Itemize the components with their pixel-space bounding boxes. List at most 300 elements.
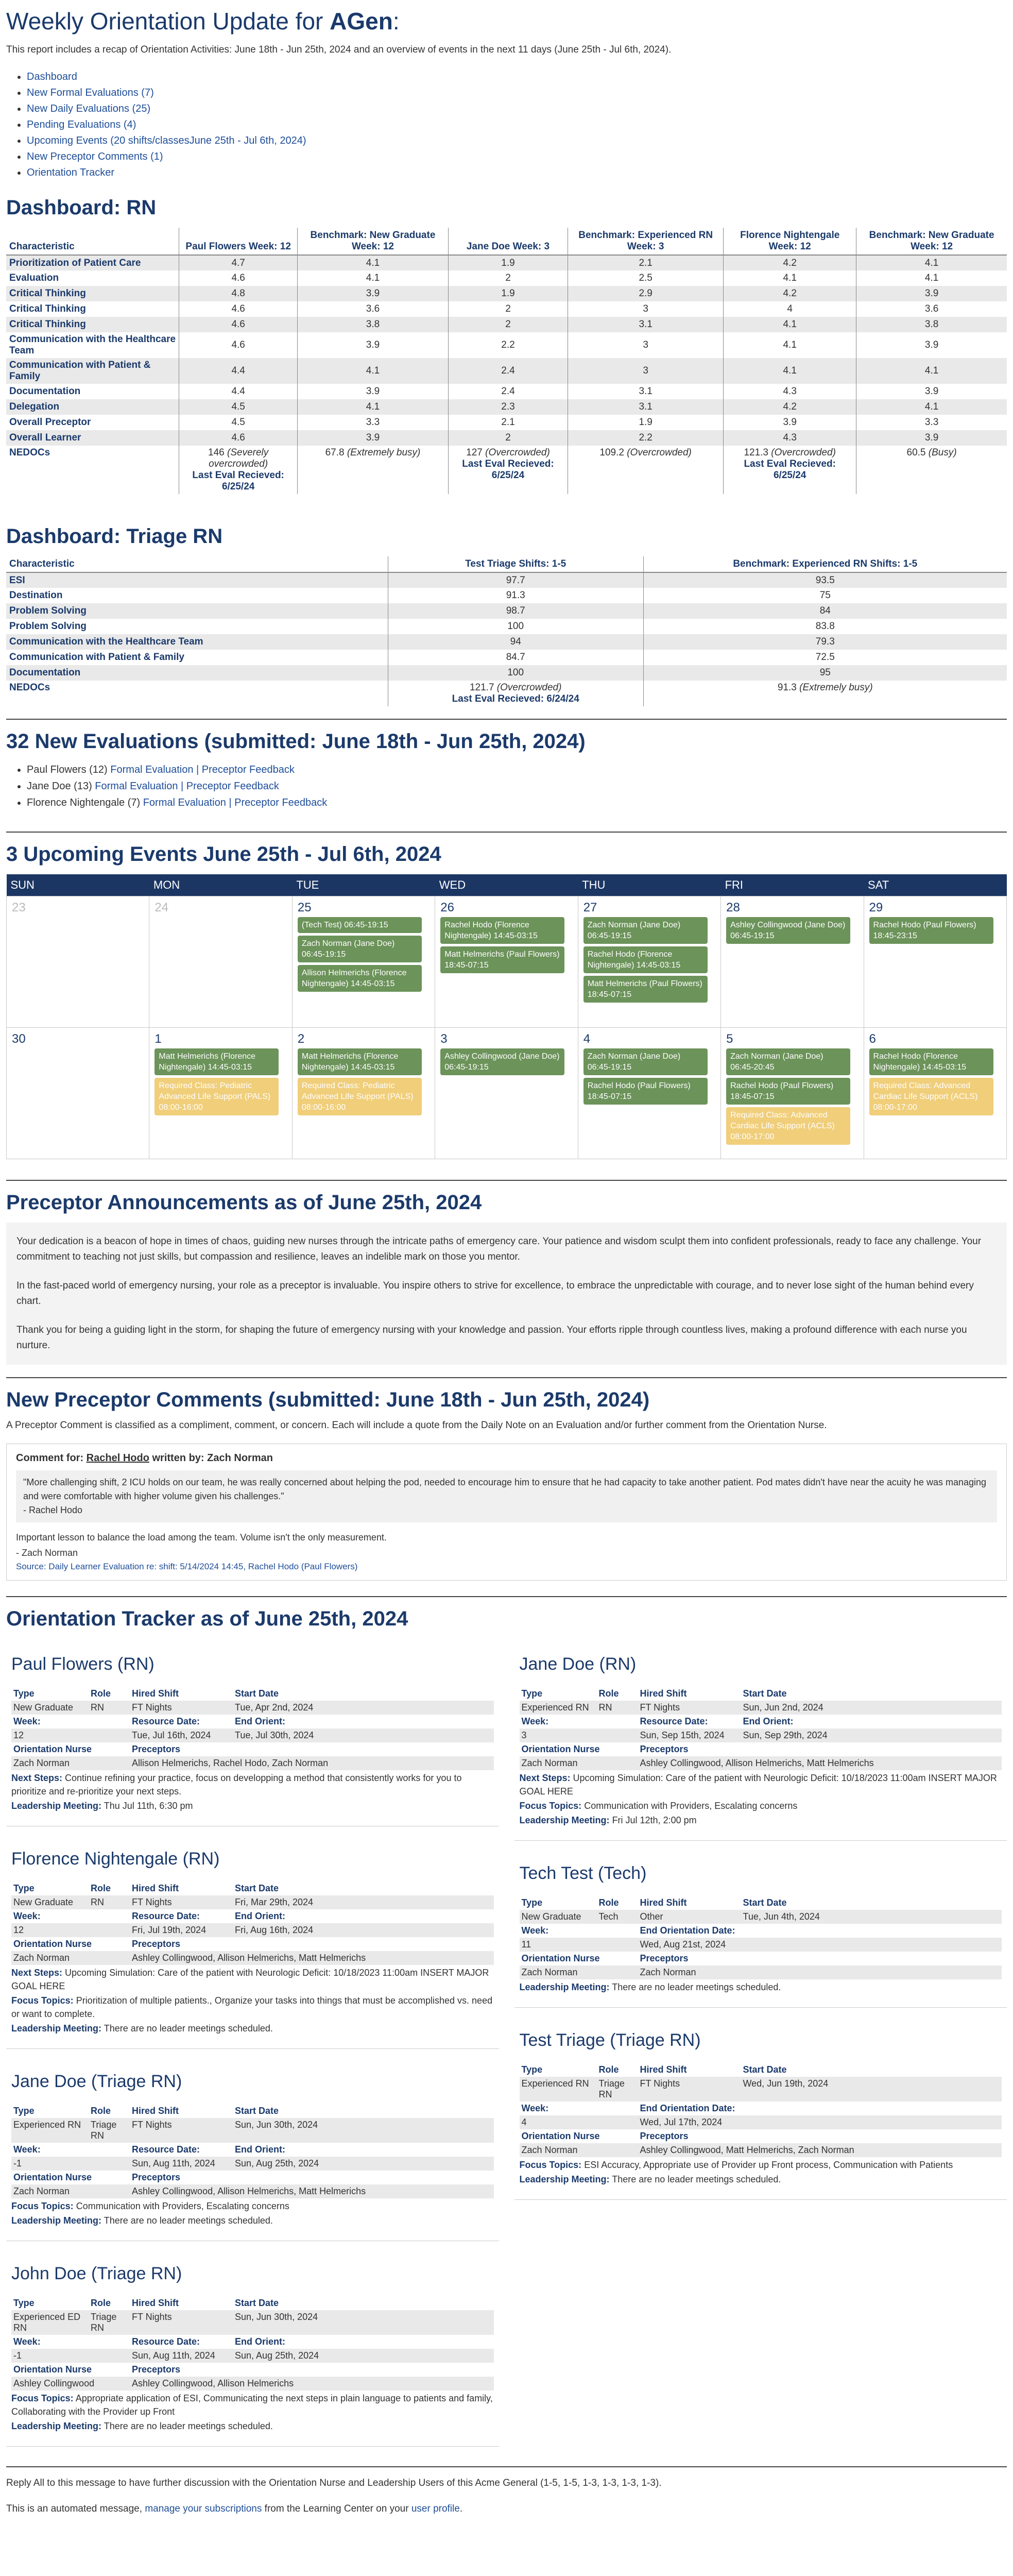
comment-card [6, 1444, 1007, 1581]
note-text: There are no leader meetings scheduled. [101, 2023, 273, 2033]
detail-value: Wed, Jun 19th, 2024 [741, 2077, 1002, 2102]
day-number: 1 [154, 1032, 162, 1046]
row-label: Communication with the Healthcare Team [9, 334, 176, 356]
detail-label: Week: [13, 2144, 41, 2155]
table-cell: 3.1 [568, 317, 724, 332]
detail-label: Role [91, 2106, 111, 2116]
table-row [6, 415, 1007, 430]
detail-value: FT Nights [638, 1701, 741, 1715]
detail-value [89, 2349, 130, 2363]
nedocs-value: 121.3 [744, 447, 768, 458]
toc-link[interactable]: Upcoming Events (20 shifts/classesJune 25th - Jul 6th, 2024) [27, 135, 306, 146]
shift-event[interactable]: Matt Helmerichs (Florence Nightengale) 14:45-03:15 [154, 1048, 279, 1075]
detail-value: Triage RN [597, 2077, 638, 2102]
detail-value: Wed, Aug 21st, 2024 [638, 1938, 741, 1952]
detail-value: RN [89, 1701, 130, 1715]
detail-value: Sun, Sep 29th, 2024 [741, 1728, 1002, 1742]
detail-label: Preceptors [132, 2364, 181, 2375]
table-cell: 4.2 [724, 255, 856, 270]
note-label: Leadership Meeting: [11, 2215, 102, 2226]
shift-event[interactable]: Matt Helmerichs (Paul Flowers) 18:45-07:15 [440, 946, 564, 973]
nedocs-cell [448, 446, 568, 494]
table-cell: 4.3 [724, 384, 856, 399]
table-cell: 2.1 [568, 255, 724, 270]
table-cell: 4.1 [856, 399, 1007, 415]
calendar-day [292, 1028, 435, 1159]
toc-link[interactable]: Pending Evaluations (4) [27, 119, 136, 130]
row-label: Overall Preceptor [9, 417, 91, 428]
shift-event[interactable]: Zach Norman (Jane Doe) 06:45-19:15 [583, 1048, 708, 1075]
shift-event[interactable]: Rachel Hodo (Paul Flowers) 18:45-23:15 [869, 917, 993, 944]
detail-label: Orientation Nurse [521, 1953, 600, 1963]
shift-event[interactable]: Rachel Hodo (Paul Flowers) 18:45-07:15 [583, 1078, 708, 1105]
detail-label: Week: [13, 1911, 41, 1921]
column-header: Benchmark: Experienced RN Shifts: 1-5 [643, 556, 1007, 572]
shift-event[interactable]: Zach Norman (Jane Doe) 06:45-19:15 [583, 917, 708, 944]
row-label: ESI [6, 572, 388, 588]
note-text: There are no leader meetings scheduled. [101, 2215, 273, 2226]
row-label: Evaluation [9, 273, 59, 283]
day-number: 23 [12, 901, 26, 914]
divider [6, 719, 1007, 720]
detail-label: Orientation Nurse [13, 1744, 92, 1754]
detail-value [597, 1938, 638, 1952]
required-class-event[interactable]: Required Class: Pediatric Advanced Life Support (PALS) 08:00-16:00 [298, 1078, 422, 1115]
shift-event[interactable]: Allison Helmerichs (Florence Nightengale) 14:45-03:15 [298, 965, 422, 992]
note-text: Continue refining your practice, focus on developping a method that consistently works for you to prioritize and re-prioritize your next steps. [11, 1773, 462, 1797]
column-header: Benchmark: New Graduate Week: 12 [856, 228, 1007, 255]
toc-link[interactable]: New Preceptor Comments (1) [27, 151, 163, 162]
nedocs-value: 127 [466, 447, 483, 458]
note-text: Appropriate application of ESI, Communicating the next steps in plain language to patients and family, Collaborating with the Provider up Front [11, 2393, 493, 2417]
calendar [6, 874, 1007, 1159]
tracker-left-column [6, 1639, 499, 2454]
table-row [6, 317, 1007, 332]
table-cell: 4.1 [724, 332, 856, 358]
toc-item [27, 101, 1007, 117]
divider [6, 1377, 1007, 1378]
orientation-nurse: Ashley Collingwood [11, 2377, 130, 2391]
table-cell: 3.9 [724, 415, 856, 430]
comment-header: Comment for: Rachel Hodo written by: Zach Norman [16, 1452, 273, 1464]
day-number: 27 [583, 901, 597, 914]
tracker-note [11, 1799, 494, 1812]
note-text: Communication with Providers, Escalating concerns [581, 1801, 798, 1811]
table-row [6, 650, 1007, 665]
detail-label: Role [598, 1897, 619, 1908]
table-row [6, 665, 1007, 681]
note-text: Communication with Providers, Escalating concerns [73, 2201, 289, 2211]
day-number: 28 [726, 901, 740, 914]
calendar-title: 3 Upcoming Events June 25th - Jul 6th, 2024 [6, 843, 441, 866]
detail-label: Orientation Nurse [13, 1939, 92, 1949]
table-cell: 3.9 [298, 430, 449, 446]
detail-value: Tue, Apr 2nd, 2024 [233, 1701, 494, 1715]
detail-label: Hired Shift [132, 1883, 179, 1893]
detail-value [89, 1728, 130, 1742]
calendar-day [435, 896, 578, 1028]
detail-label: End Orient: [235, 2144, 285, 2155]
note-label: Focus Topics: [11, 2201, 74, 2211]
table-cell: 4.1 [856, 358, 1007, 384]
detail-value: RN [89, 1895, 130, 1909]
calendar-day [435, 1028, 578, 1159]
table-cell: 4 [724, 301, 856, 317]
nedocs-cell [643, 681, 1007, 706]
announcement-paragraph: Your dedication is a beacon of hope in times of chaos, guiding new nurses through the intricate paths of emergency care. Your patience and wisdom sculpt them into confident professionals, ready to face any challenge. Your commitment to teaching not just skills, but compassion and resilience, leaves an indelible mark on those you mentor. [16, 1236, 982, 1262]
detail-label: Orientation Nurse [13, 2172, 92, 2182]
required-class-event[interactable]: Required Class: Advanced Cardiac Life Support (ACLS) 08:00-17:00 [726, 1107, 850, 1145]
day-number: 29 [869, 901, 883, 914]
table-cell: 4.1 [856, 270, 1007, 286]
table-cell: 2.2 [568, 430, 724, 446]
preceptor-list: Ashley Collingwood, Allison Helmerichs, Matt Helmerichs [130, 1951, 494, 1965]
detail-label: Week: [13, 1716, 41, 1726]
table-cell: 3.6 [856, 301, 1007, 317]
learner-name: John Doe (Triage RN) [11, 2264, 182, 2283]
tracker-card [6, 2248, 499, 2447]
detail-label: Resource Date: [132, 2144, 200, 2155]
table-cell: 4.1 [298, 270, 449, 286]
table-cell: 75 [643, 588, 1007, 603]
required-class-event[interactable]: Required Class: Pediatric Advanced Life Support (PALS) 08:00-16:00 [154, 1078, 279, 1115]
detail-label: Start Date [235, 1883, 279, 1893]
table-cell: 91.3 [388, 588, 643, 603]
table-row [6, 430, 1007, 446]
detail-label: Type [13, 2298, 35, 2308]
table-cell: 4.1 [856, 255, 1007, 270]
table-cell: 100 [388, 665, 643, 681]
table-row [6, 619, 1007, 634]
detail-label: Type [13, 1688, 35, 1699]
table-cell: 2.3 [448, 399, 568, 415]
column-header: Benchmark: New Graduate Week: 12 [298, 228, 449, 255]
table-cell: 4.1 [724, 270, 856, 286]
nedocs-status: (Severely overcrowded) [209, 447, 269, 469]
preceptor-list: Allison Helmerichs, Rachel Hodo, Zach Norman [130, 1756, 494, 1770]
note-text: ESI Accuracy, Appropriate use of Provider up Front process, Communication with Patients [581, 2160, 953, 2170]
detail-label: Start Date [743, 1688, 787, 1699]
row-label: Documentation [6, 665, 388, 681]
table-cell: 2 [448, 430, 568, 446]
day-number: 3 [440, 1032, 448, 1046]
tracker-card [6, 1834, 499, 2049]
detail-label: Role [91, 1688, 111, 1699]
detail-value: Sun, Jun 2nd, 2024 [741, 1701, 1002, 1715]
tracker-note [520, 2173, 1002, 2186]
toc-link[interactable]: Dashboard [27, 71, 77, 82]
detail-label: Role [91, 2298, 111, 2308]
table-row [6, 384, 1007, 399]
detail-value: Fri, Aug 16th, 2024 [233, 1923, 494, 1937]
detail-label: Type [521, 1688, 543, 1699]
table-cell: 84.7 [388, 650, 643, 665]
table-cell: 4.8 [179, 286, 298, 301]
detail-label: Type [521, 1897, 543, 1908]
table-cell: 3.8 [298, 317, 449, 332]
calendar-day [864, 896, 1006, 1028]
nedocs-status: (Overcrowded) [485, 447, 550, 458]
row-label: Destination [9, 590, 63, 601]
toc-link[interactable]: Orientation Tracker [27, 167, 115, 178]
toc-link[interactable]: New Daily Evaluations (25) [27, 103, 151, 114]
row-label: Critical Thinking [9, 303, 86, 314]
toc-item [27, 117, 1007, 133]
detail-value: Sun, Aug 11th, 2024 [130, 2349, 233, 2363]
row-label: Documentation [9, 386, 81, 397]
row-label: NEDOCs [6, 681, 388, 706]
table-cell: 4.5 [179, 399, 298, 415]
detail-label: Start Date [235, 2106, 279, 2116]
detail-label [597, 2102, 638, 2115]
shift-event[interactable]: Zach Norman (Jane Doe) 06:45-20:45 [726, 1048, 850, 1075]
table-cell: 4.6 [179, 317, 298, 332]
calendar-day [721, 1028, 864, 1159]
detail-label: Hired Shift [640, 2064, 687, 2075]
detail-label: Preceptors [132, 1939, 181, 1949]
tracker-card [6, 1639, 499, 1826]
detail-value: Experienced RN [520, 1701, 597, 1715]
comment-note: Important lesson to balance the load among the team. Volume isn't the only measurement. [16, 1532, 387, 1543]
tracker-note [520, 1980, 1002, 1994]
orientation-nurse: Zach Norman [520, 2143, 638, 2157]
evaluation-links[interactable]: Formal Evaluation | Preceptor Feedback [95, 781, 279, 792]
note-text: Upcoming Simulation: Care of the patient with Neurologic Deficit: 10/18/2023 11:00am INSERT MAJOR GOAL HERE [519, 1773, 997, 1797]
announcements-title: Preceptor Announcements as of June 25th, 2024 [6, 1191, 482, 1214]
detail-label: Preceptors [640, 1953, 689, 1963]
page-title: Weekly Orientation Update for AGen: [6, 8, 400, 35]
shift-event[interactable]: Rachel Hodo (Florence Nightengale) 14:45-03:15 [440, 917, 564, 944]
evaluation-learner: Jane Doe (13) [27, 781, 95, 792]
table-cell: 4.1 [298, 358, 449, 384]
comment-source-link[interactable]: Source: Daily Learner Evaluation re: shift: 5/14/2024 14:45, Rachel Hodo (Paul Flowers) [16, 1562, 358, 1571]
learner-details [11, 2296, 494, 2363]
column-header: Paul Flowers Week: 12 [179, 228, 298, 255]
table-cell: 4.1 [298, 255, 449, 270]
nedocs-status: (Extremely busy) [347, 447, 421, 458]
evaluations-title: 32 New Evaluations (submitted: June 18th - Jun 25th, 2024) [6, 730, 586, 753]
table-cell: 4.6 [179, 332, 298, 358]
table-row [6, 603, 1007, 619]
table-cell: 3.9 [856, 430, 1007, 446]
row-label: NEDOCs [6, 446, 179, 494]
day-number: 25 [297, 901, 312, 914]
nedocs-value: 67.8 [325, 447, 345, 458]
row-label: Prioritization of Patient Care [6, 255, 179, 270]
table-cell: 3 [568, 332, 724, 358]
table-row [6, 399, 1007, 415]
evaluations-list [6, 761, 1007, 811]
shift-event[interactable]: Matt Helmerichs (Paul Flowers) 18:45-07:15 [583, 976, 708, 1003]
table-cell: 2.1 [448, 415, 568, 430]
row-label: Communication with Patient & Family [6, 358, 179, 384]
shift-event[interactable]: Rachel Hodo (Florence Nightengale) 14:45-03:15 [869, 1048, 993, 1075]
table-cell: 97.7 [388, 572, 643, 588]
shift-event[interactable]: Rachel Hodo (Florence Nightengale) 14:45-03:15 [583, 946, 708, 973]
detail-label [89, 1715, 130, 1728]
detail-label: End Orientation Date: [640, 2103, 735, 2113]
detail-label: Orientation Nurse [521, 2131, 600, 2141]
shift-event[interactable]: Rachel Hodo (Paul Flowers) 18:45-07:15 [726, 1078, 850, 1105]
footer [6, 2478, 1007, 2515]
tracker-note [520, 1799, 1002, 1812]
column-header: Benchmark: Experienced RN Week: 3 [568, 228, 724, 255]
tracker-card [6, 2056, 499, 2241]
table-cell: 4.1 [298, 399, 449, 415]
nedocs-row [6, 681, 1007, 706]
orientation-staff [11, 2171, 494, 2198]
table-row [6, 301, 1007, 317]
detail-value: Tue, Jul 16th, 2024 [130, 1728, 233, 1742]
calendar-week [7, 1028, 1007, 1159]
row-label: Delegation [6, 399, 179, 415]
table-cell: 4.2 [724, 286, 856, 301]
table-cell: 83.8 [643, 619, 1007, 634]
calendar-day [149, 1028, 292, 1159]
evaluation-links[interactable]: Formal Evaluation | Preceptor Feedback [143, 797, 328, 808]
nedocs-value: 60.5 [906, 447, 926, 458]
note-label: Focus Topics: [11, 1995, 74, 2006]
table-cell: 4.1 [724, 358, 856, 384]
nedocs-cell [856, 446, 1007, 494]
table-cell: 3.9 [298, 286, 449, 301]
calendar-day [721, 896, 864, 1028]
tracker-note [11, 2214, 494, 2227]
detail-label: Role [598, 1688, 619, 1699]
table-cell: 4.6 [179, 301, 298, 317]
detail-value [597, 1728, 638, 1742]
detail-label: Hired Shift [132, 2298, 179, 2308]
shift-event[interactable]: Zach Norman (Jane Doe) 06:45-19:15 [298, 936, 422, 962]
learner-details [520, 1687, 1002, 1742]
nedocs-value: 121.7 [469, 682, 494, 693]
user-profile-link[interactable]: user profile [411, 2503, 460, 2514]
shift-event[interactable]: Ashley Collingwood (Jane Doe) 06:45-19:15 [440, 1048, 564, 1075]
calendar-day-header: SUN [7, 874, 149, 896]
table-cell: 2 [448, 301, 568, 317]
table-cell: 3.3 [856, 415, 1007, 430]
shift-event[interactable]: Ashley Collingwood (Jane Doe) 06:45-19:15 [726, 917, 850, 944]
table-cell: 3.9 [298, 332, 449, 358]
learner-name: Paul Flowers (RN) [11, 1654, 154, 1674]
shift-event[interactable]: (Tech Test) 06:45-19:15 [298, 917, 422, 933]
tracker-title: Orientation Tracker as of June 25th, 2024 [6, 1607, 408, 1630]
calendar-day [578, 896, 720, 1028]
nedocs-value: 146 [208, 447, 225, 458]
day-number: 4 [583, 1032, 591, 1046]
detail-value: Sun, Aug 25th, 2024 [233, 2349, 494, 2363]
table-row [6, 332, 1007, 358]
calendar-day-header: THU [578, 874, 720, 896]
table-cell: 4.4 [179, 358, 298, 384]
note-text: Upcoming Simulation: Care of the patient with Neurologic Deficit: 10/18/2023 11:00am INSERT MAJOR GOAL HERE [11, 1968, 489, 1991]
required-class-event[interactable]: Required Class: Advanced Cardiac Life Support (ACLS) 08:00-17:00 [869, 1078, 993, 1115]
detail-label: Orientation Nurse [521, 1744, 600, 1754]
note-label: Focus Topics: [519, 1801, 582, 1811]
divider [6, 1596, 1007, 1597]
row-label: Critical Thinking [6, 286, 179, 301]
comment-recipient-link[interactable]: Rachel Hodo [86, 1452, 149, 1464]
detail-value: 4 [520, 2115, 597, 2129]
detail-label: Preceptors [132, 2172, 181, 2182]
last-eval-received: Last Eval Recieved: 6/24/24 [452, 693, 579, 704]
day-number: 26 [440, 901, 454, 914]
nedocs-cell [724, 446, 856, 494]
column-header: Florence Nightengale Week: 12 [724, 228, 856, 255]
toc-link[interactable]: New Formal Evaluations (7) [27, 87, 154, 98]
detail-label: End Orient: [235, 2336, 285, 2347]
column-header: Characteristic [9, 558, 75, 569]
nedocs-value: 91.3 [777, 682, 797, 693]
orientation-tracker [6, 1639, 1007, 2454]
table-cell: 2.4 [448, 384, 568, 399]
day-number: 5 [726, 1032, 733, 1046]
detail-value: Other [638, 1910, 741, 1924]
detail-value: RN [597, 1701, 638, 1715]
calendar-day-header: FRI [721, 874, 864, 896]
row-label: Overall Learner [6, 430, 179, 446]
table-cell: 2.5 [568, 270, 724, 286]
tracker-card [514, 1848, 1007, 2008]
detail-label: Resource Date: [132, 1716, 200, 1726]
table-cell: 4.7 [179, 255, 298, 270]
preceptor-list: Ashley Collingwood, Allison Helmerichs, Matt Helmerichs [638, 1756, 1002, 1770]
table-cell: 2 [448, 270, 568, 286]
detail-label: Role [598, 2064, 619, 2075]
detail-label [89, 1909, 130, 1923]
detail-label: Resource Date: [132, 2336, 200, 2347]
table-cell: 79.3 [643, 634, 1007, 650]
detail-value: Experienced RN [520, 2077, 597, 2102]
footer-automated: This is an automated message, manage your subscriptions from the Learning Center on your user profile. [6, 2503, 463, 2514]
nedocs-cell [568, 446, 724, 494]
table-cell: 3.1 [568, 399, 724, 415]
note-label: Leadership Meeting: [11, 1801, 102, 1811]
detail-value: Triage RN [89, 2310, 130, 2335]
detail-value: -1 [11, 2349, 89, 2363]
tracker-right-column [514, 1639, 1007, 2454]
table-cell: 3.6 [298, 301, 449, 317]
note-text: Fri Jul 12th, 2:00 pm [609, 1815, 697, 1825]
detail-label: Week: [521, 2103, 549, 2113]
detail-value: Sun, Jun 30th, 2024 [233, 2310, 494, 2335]
detail-label [597, 1715, 638, 1728]
detail-label: Resource Date: [132, 1911, 200, 1921]
detail-value: FT Nights [130, 1895, 233, 1909]
detail-value: Experienced RN [11, 2118, 89, 2143]
detail-value: 12 [11, 1728, 89, 1742]
manage-subscriptions-link[interactable]: manage your subscriptions [145, 2503, 262, 2514]
table-cell: 4.3 [724, 430, 856, 446]
calendar-day [7, 1028, 149, 1159]
tracker-note [11, 2022, 494, 2035]
detail-label [741, 1924, 1002, 1938]
detail-label [741, 2102, 1002, 2115]
detail-value: Tue, Jul 30th, 2024 [233, 1728, 494, 1742]
comment-note-author: - Zach Norman [16, 1548, 78, 1558]
detail-label: Type [13, 2106, 35, 2116]
note-label: Next Steps: [11, 1773, 63, 1783]
calendar-day [7, 896, 149, 1028]
shift-event[interactable]: Matt Helmerichs (Florence Nightengale) 14:45-03:15 [298, 1048, 422, 1075]
table-cell: 2 [448, 317, 568, 332]
day-number: 2 [297, 1032, 305, 1046]
note-label: Focus Topics: [519, 2160, 582, 2170]
evaluation-links[interactable]: Formal Evaluation | Preceptor Feedback [110, 764, 295, 775]
table-cell: 3 [568, 358, 724, 384]
detail-label: End Orient: [743, 1716, 794, 1726]
table-cell: 3.9 [298, 384, 449, 399]
